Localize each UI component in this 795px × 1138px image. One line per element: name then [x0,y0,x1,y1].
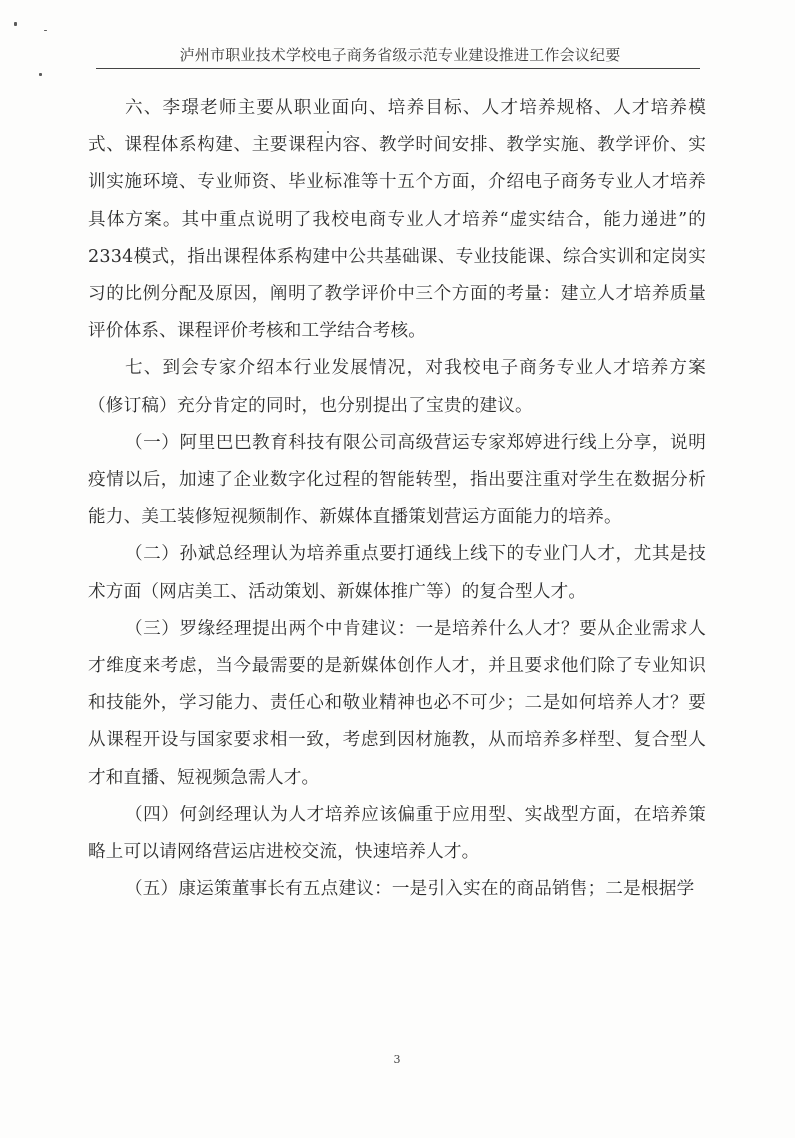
paragraph-suggestion-2: （二）孙斌总经理认为培养重点要打通线上线下的专业门人才，尤其是技术方面（网店美工、活动策划、新媒体推广等）的复合型人才。 [88,544,706,602]
paragraph-suggestion-3: （三）罗缘经理提出两个中肯建议：一是培养什么人才？要从企业需求人才维度来考虑，当今最需要的是新媒体创作人才，并且要求他们除了专业知识和技能外，学习能力、责任心和敬业精神也必不可少；二是如何培养人才？要从课程开设与国家要求相一致，考虑到因材施教，从而培养多样型、复合型人才和直播、短视频急需人才。 [88,618,706,788]
document-body [88,90,706,908]
scan-speck [14,22,17,26]
paragraph-item-seven: 七、到会专家介绍本行业发展情况，对我校电子商务专业人才培养方案（修订稿）充分肯定的同时，也分别提出了宝贵的建议。 [88,358,706,416]
page-number: 3 [393,1053,401,1066]
paragraph-suggestion-5: （五）康运策董事长有五点建议：一是引入实在的商品销售；二是根据学 [124,879,695,900]
header-divider [96,68,700,69]
paragraph-item-six: 六、李璟老师主要从职业面向、培养目标、人才培养规格、人才培养模式、课程体系构建、主要课程内容、教学时间安排、教学实施、教学评价、实训实施环境、专业师资、毕业标准等十五个方面，介绍电子商务专业人才培养具体方案。其中重点说明了我校电商专业人才培养“虚实结合，能力递进”的2334模式，指出课程体系构建中公共基础课、专业技能课、综合实训和定岗实习的比例分配及原因，阐明了教学评价中三个方面的考量：建立人才培养质量评价体系、课程评价考核和工学结合考核。 [88,98,706,342]
scan-speck [39,73,42,76]
paragraph-suggestion-4: （四）何剑经理认为人才培养应该偏重于应用型、实战型方面，在培养策略上可以请网络营运店进校交流，快速培养人才。 [88,804,706,863]
scan-speck [44,30,47,31]
document-header: 泸州市职业技术学校电子商务省级示范专业建设推进工作会议纪要 [179,46,621,64]
paragraph-suggestion-1: （一）阿里巴巴教育科技有限公司高级营运专家郑婷进行线上分享，说明疫情以后，加速了企业数字化过程的智能转型，指出要注重对学生在数据分析能力、美工装修短视频制作、新媒体直播策划营运方面能力的培养。 [88,432,706,528]
